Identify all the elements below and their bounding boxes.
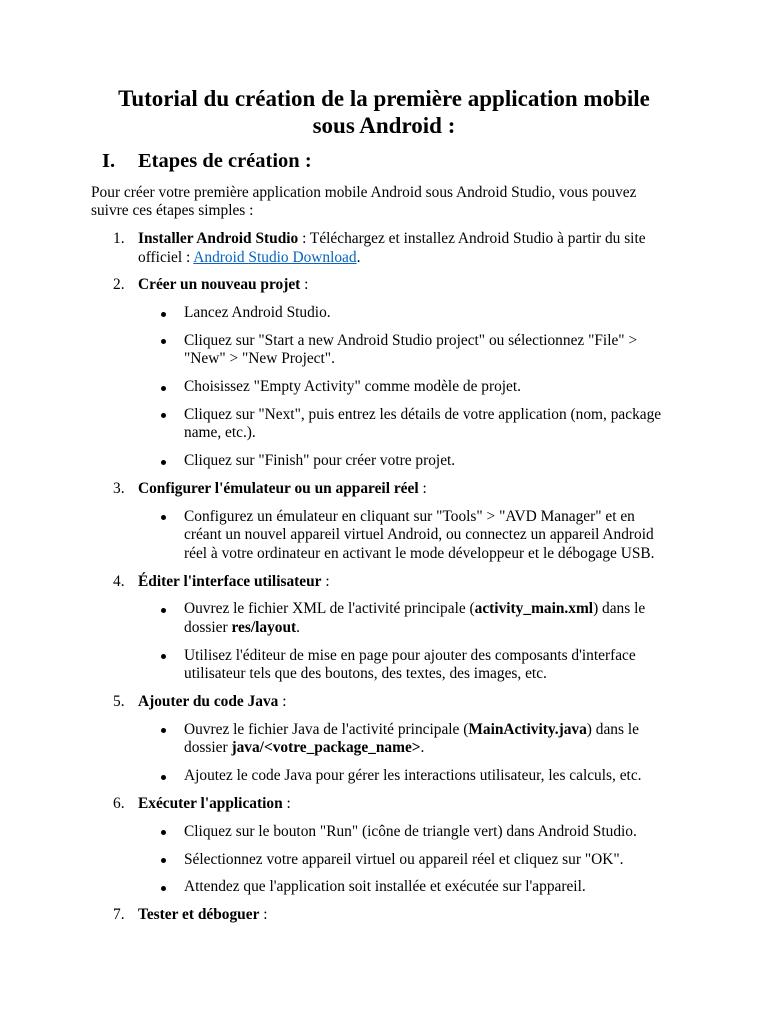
- bullet-text: Attendez que l'application soit installée et exécutée sur l'appareil.: [184, 878, 586, 896]
- android-studio-download-link[interactable]: Android Studio Download: [193, 248, 357, 266]
- bullet-text: ) dans le dossier: [184, 600, 646, 636]
- step-2-bullets: [91, 304, 670, 471]
- bullet-item: [91, 721, 670, 758]
- bullet-text: Utilisez l'éditeur de mise en page pour ajouter des composants d'interface utilisateur tels que des boutons, des textes, des images, etc.: [184, 646, 636, 683]
- bullet-text: Cliquez sur le bouton "Run" (icône de triangle vert) dans Android Studio.: [184, 822, 637, 840]
- step-item-7: [91, 906, 670, 925]
- step-number: 6.: [113, 794, 125, 812]
- step-text: [91, 906, 670, 925]
- step-item-2: [91, 276, 670, 470]
- bullet-icon: [161, 858, 166, 863]
- bullet-icon: [161, 775, 166, 780]
- bullet-text: Cliquez sur "Next", puis entrez les détails de votre application (nom, package name, etc.).: [184, 405, 662, 442]
- step-number: 3.: [113, 480, 125, 498]
- bullet-item: [91, 647, 670, 684]
- step-text: [91, 573, 670, 592]
- step-5-bullets: [91, 721, 670, 786]
- step-text: [91, 693, 670, 712]
- step-label-suffix: :: [418, 480, 427, 498]
- step-label: Installer Android Studio: [138, 230, 299, 247]
- step-number: 4.: [113, 572, 125, 590]
- bullet-item: [91, 406, 670, 443]
- bullet-icon: [161, 386, 166, 391]
- step-label: Éditer l'interface utilisateur: [138, 572, 322, 590]
- bullet-text-bold: activity_main.xml: [474, 600, 594, 618]
- bullet-item: [91, 851, 670, 870]
- bullet-icon: [161, 413, 166, 418]
- bullet-item: [91, 378, 670, 397]
- step-text: [91, 230, 670, 267]
- step-label-suffix: :: [278, 693, 287, 711]
- bullet-text: Configurez un émulateur en cliquant sur "Tools" > "AVD Manager" et en créant un nouvel appareil virtuel Android, ou connectez un appareil Android réel à votre ordinateur en activant le mode développeur et le débogage USB.: [184, 507, 655, 562]
- intro-paragraph: Pour créer votre première application mobile Android sous Android Studio, vous pouvez suivre ces étapes simples :: [91, 183, 637, 219]
- bullet-text: Ouvrez le fichier Java de l'activité principale (: [184, 720, 469, 738]
- bullet-text: Lancez Android Studio.: [184, 304, 331, 322]
- bullet-icon: [161, 728, 166, 733]
- step-label-suffix: :: [259, 906, 268, 924]
- bullet-item: [91, 332, 670, 369]
- step-label: Configurer l'émulateur ou un appareil réel: [138, 480, 419, 498]
- bullet-item: [91, 452, 670, 471]
- bullet-text-bold: java/<votre_package_name>: [231, 739, 421, 757]
- step-number: 5.: [113, 693, 125, 711]
- bullet-item: [91, 304, 670, 323]
- bullet-text-bold: MainActivity.java: [468, 720, 587, 738]
- step-description: : Téléchargez et installez Android Studio à partir du site officiel :: [138, 230, 646, 266]
- bullet-item: [91, 767, 670, 786]
- step-text: [91, 276, 670, 295]
- step-number: 2.: [113, 276, 125, 294]
- bullet-text: Cliquez sur "Start a new Android Studio project" ou sélectionnez "File" > "New" > "New Project".: [184, 331, 638, 368]
- step-item-3: [91, 480, 670, 563]
- step-3-bullets: [91, 508, 670, 564]
- step-label: Créer un nouveau projet: [138, 276, 301, 294]
- bullet-text: .: [420, 739, 425, 757]
- step-label: Ajouter du code Java: [138, 693, 279, 711]
- section-heading-text: Etapes de création :: [138, 149, 312, 172]
- bullet-item: [91, 878, 670, 897]
- step-item-4: [91, 573, 670, 684]
- section-heading: [91, 149, 670, 173]
- step-item-6: [91, 795, 670, 897]
- step-text: [91, 795, 670, 814]
- step-label-suffix: :: [300, 276, 309, 294]
- step-label-suffix: :: [282, 794, 291, 812]
- bullet-icon: [161, 515, 166, 520]
- bullet-item: [91, 508, 670, 564]
- bullet-icon: [161, 312, 166, 317]
- document-title: Tutorial du création de la première application mobile sous Android :: [118, 86, 650, 138]
- section-numeral: I.: [102, 149, 116, 172]
- bullet-text: Cliquez sur "Finish" pour créer votre projet.: [184, 452, 456, 470]
- step-label-suffix: :: [321, 572, 330, 590]
- bullet-text: Ouvrez le fichier XML de l'activité principale (: [184, 600, 475, 618]
- bullet-icon: [161, 608, 166, 613]
- bullet-item: [91, 600, 670, 637]
- step-text: [91, 480, 670, 499]
- step-number: 1.: [113, 230, 125, 247]
- step-number: 7.: [113, 906, 125, 924]
- bullet-text: Ajoutez le code Java pour gérer les interactions utilisateur, les calculs, etc.: [184, 767, 642, 785]
- step-item-5: [91, 693, 670, 786]
- steps-list: [91, 230, 670, 934]
- bullet-item: [91, 823, 670, 842]
- title-block: [0, 85, 768, 139]
- bullet-text: .: [296, 618, 301, 636]
- bullet-icon: [161, 886, 166, 891]
- bullet-icon: [161, 339, 166, 344]
- step-label: Tester et déboguer: [138, 906, 260, 924]
- bullet-text: Sélectionnez votre appareil virtuel ou appareil réel et cliquez sur "OK".: [184, 850, 624, 868]
- step-description-end: .: [356, 248, 361, 266]
- bullet-icon: [161, 830, 166, 835]
- step-4-bullets: [91, 600, 670, 683]
- step-6-bullets: [91, 823, 670, 897]
- step-label: Exécuter l'application: [138, 794, 283, 812]
- bullet-text: Choisissez "Empty Activity" comme modèle de projet.: [184, 378, 521, 396]
- bullet-text-bold: res/layout: [231, 618, 297, 636]
- step-item-1: [91, 230, 670, 267]
- bullet-icon: [161, 460, 166, 465]
- bullet-icon: [161, 654, 166, 659]
- bullet-text: ) dans le dossier: [184, 720, 639, 757]
